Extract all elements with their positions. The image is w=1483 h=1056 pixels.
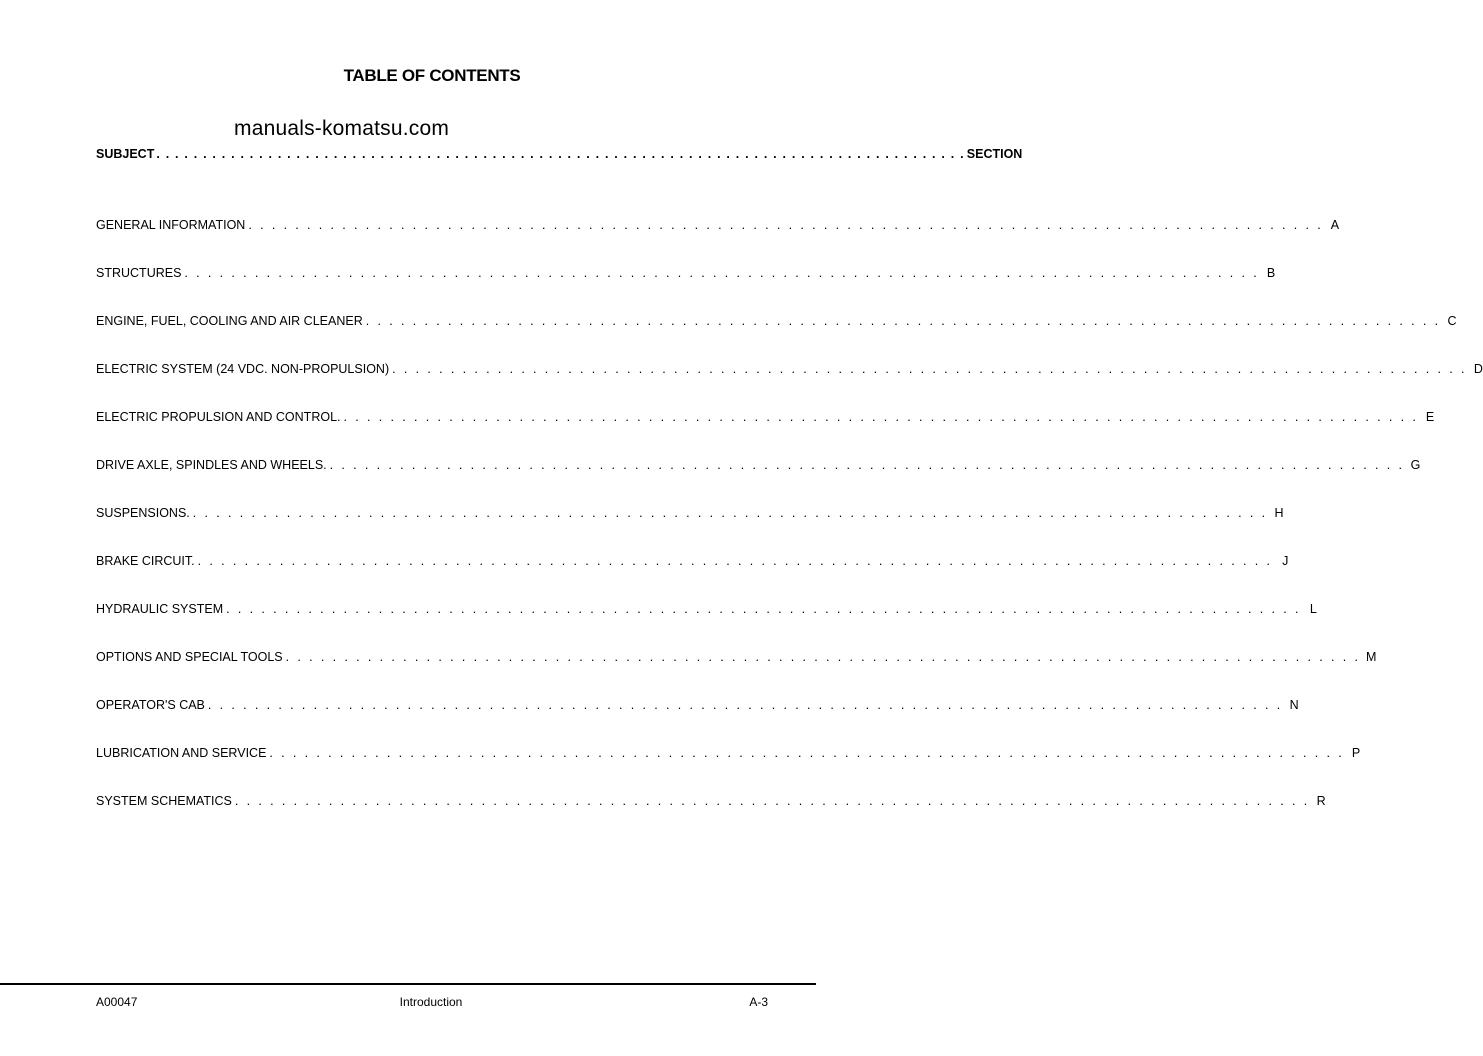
toc-entry-lubrication-service[interactable] (96, 746, 1361, 794)
toc-dot-leader: . . . . . . . . . . . . . . . . . . . . . . . . . . . . . . . . . . . . . . . . . . . . . . . . . . . . . . . . . . . . . . . . . . . . . . . . . . . . . . . . . . . . . . . . . . . . (207, 698, 1283, 712)
toc-dot-leader: . . . . . . . . . . . . . . . . . . . . . . . . . . . . . . . . . . . . . . . . . . . . . . . . . . . . . . . . . . . . . . . . . . . . . . . . . . . . . . . . . . . . . . . . . . . . (248, 218, 1324, 232)
toc-entry-section: D (1473, 362, 1483, 376)
footer-page-number: A-3 (749, 995, 768, 1009)
toc-dot-leader: . . . . . . . . . . . . . . . . . . . . . . . . . . . . . . . . . . . . . . . . . . . . . . . . . . . . . . . . . . . . . . . . . . . . . . . . . . . . . . . . . . . . . . . . . . . . (285, 650, 1361, 664)
watermark-text: manuals-komatsu.com (234, 117, 450, 140)
toc-entry-section: C (1447, 314, 1457, 328)
toc-entry-subject: ELECTRIC SYSTEM (24 VDC. NON-PROPULSION) (96, 362, 390, 376)
toc-entry-general-information[interactable] (96, 218, 1340, 266)
toc-entry-subject: SUSPENSIONS. (96, 506, 190, 520)
footer-document-number: A00047 (96, 995, 138, 1009)
toc-entry-section: G (1410, 458, 1421, 472)
toc-entry-operators-cab[interactable] (96, 698, 1299, 746)
toc-dot-leader: . . . . . . . . . . . . . . . . . . . . . . . . . . . . . . . . . . . . . . . . . . . . . . . . . . . . . . . . . . . . . . . . . . . . . . . . . . . . . . . . . . . . . . . . . . . . (343, 410, 1419, 424)
toc-entry-structures[interactable] (96, 266, 1276, 314)
toc-entry-brake-circuit[interactable] (96, 554, 1289, 602)
toc-entry-subject: ENGINE, FUEL, COOLING AND AIR CLEANER (96, 314, 363, 328)
toc-entry-subject: LUBRICATION AND SERVICE (96, 746, 267, 760)
toc-header (96, 147, 1023, 161)
toc-dot-leader: . . . . . . . . . . . . . . . . . . . . . . . . . . . . . . . . . . . . . . . . . . . . . . . . . . . . . . . . . . . . . . . . . . . . . . . . . . . . . . . . . . . . . . . . . . . . (329, 458, 1405, 472)
footer-chapter-name: Introduction (399, 995, 463, 1009)
toc-dot-leader: . . . . . . . . . . . . . . . . . . . . . . . . . . . . . . . . . . . . . . . . . . . . . . . . . . . . . . . . . . . . . . . . . . . . . . . . . . . . . . . . . . . . . . . . . . . . (365, 314, 1441, 328)
toc-entry-subject: DRIVE AXLE, SPINDLES AND WHEELS. (96, 458, 327, 472)
toc-entry-engine-fuel-cooling[interactable] (96, 314, 1457, 362)
toc-entry-section: R (1316, 794, 1326, 808)
toc-dot-leader: . . . . . . . . . . . . . . . . . . . . . . . . . . . . . . . . . . . . . . . . . . . . . . . . . . . . . . . . . . . . . . . . . . . . . . . . . . . . . . . . . . . . . . . . . . . . (226, 602, 1301, 616)
header-dot-leader: . . . . . . . . . . . . . . . . . . . . . . . . . . . . . . . . . . . . . . . . . . . . . . . . . . . . . . . . . . . . . . . . . . . . . . . . . . . . . . . . . . . . . . . (156, 147, 965, 161)
toc-dot-leader: . . . . . . . . . . . . . . . . . . . . . . . . . . . . . . . . . . . . . . . . . . . . . . . . . . . . . . . . . . . . . . . . . . . . . . . . . . . . . . . . . . . . . . . . . . . . (192, 506, 1268, 520)
toc-entry-hydraulic-system[interactable] (96, 602, 1317, 650)
toc-entry-section: M (1365, 650, 1377, 664)
toc-entry-section: B (1266, 266, 1276, 280)
toc-entry-electric-system[interactable] (96, 362, 1483, 410)
toc-entry-section: H (1274, 506, 1284, 520)
toc-dot-leader: . . . . . . . . . . . . . . . . . . . . . . . . . . . . . . . . . . . . . . . . . . . . . . . . . . . . . . . . . . . . . . . . . . . . . . . . . . . . . . . . . . . . . . . . . . . . (184, 266, 1260, 280)
toc-dot-leader: . . . . . . . . . . . . . . . . . . . . . . . . . . . . . . . . . . . . . . . . . . . . . . . . . . . . . . . . . . . . . . . . . . . . . . . . . . . . . . . . . . . . . . . . . . . . (392, 362, 1467, 376)
toc-entry-system-schematics[interactable] (96, 794, 1326, 842)
page-title: TABLE OF CONTENTS (343, 66, 521, 85)
toc-entry-subject: ELECTRIC PROPULSION AND CONTROL. (96, 410, 341, 424)
toc-entry-section: P (1351, 746, 1361, 760)
toc-entry-section: J (1282, 554, 1289, 568)
toc-dot-leader: . . . . . . . . . . . . . . . . . . . . . . . . . . . . . . . . . . . . . . . . . . . . . . . . . . . . . . . . . . . . . . . . . . . . . . . . . . . . . . . . . . . . . . . . . . . . (269, 746, 1345, 760)
toc-entry-subject: GENERAL INFORMATION (96, 218, 246, 232)
toc-entry-subject: OPTIONS AND SPECIAL TOOLS (96, 650, 283, 664)
toc-entry-section: A (1330, 218, 1340, 232)
toc-dot-leader: . . . . . . . . . . . . . . . . . . . . . . . . . . . . . . . . . . . . . . . . . . . . . . . . . . . . . . . . . . . . . . . . . . . . . . . . . . . . . . . . . . . . . . . . . . . . (234, 794, 1310, 808)
toc-entry-options-special-tools[interactable] (96, 650, 1377, 698)
footer-divider (0, 983, 816, 985)
toc-entry-section: E (1425, 410, 1435, 424)
toc-entry-subject: BRAKE CIRCUIT. (96, 554, 195, 568)
toc-entry-subject: HYDRAULIC SYSTEM (96, 602, 224, 616)
toc-entry-electric-propulsion[interactable] (96, 410, 1435, 458)
toc-entry-section: L (1309, 602, 1317, 616)
toc-entry-subject: OPERATOR'S CAB (96, 698, 205, 712)
section-column-label: SECTION (966, 147, 1023, 161)
toc-dot-leader: . . . . . . . . . . . . . . . . . . . . . . . . . . . . . . . . . . . . . . . . . . . . . . . . . . . . . . . . . . . . . . . . . . . . . . . . . . . . . . . . . . . . . . . . . . . . (197, 554, 1273, 568)
toc-entry-subject: SYSTEM SCHEMATICS (96, 794, 232, 808)
toc-entry-subject: STRUCTURES (96, 266, 182, 280)
toc-entry-drive-axle[interactable] (96, 458, 1421, 506)
toc-list (96, 218, 1483, 842)
toc-entry-section: N (1289, 698, 1299, 712)
toc-entry-suspensions[interactable] (96, 506, 1284, 554)
subject-column-label: SUBJECT (96, 147, 155, 161)
